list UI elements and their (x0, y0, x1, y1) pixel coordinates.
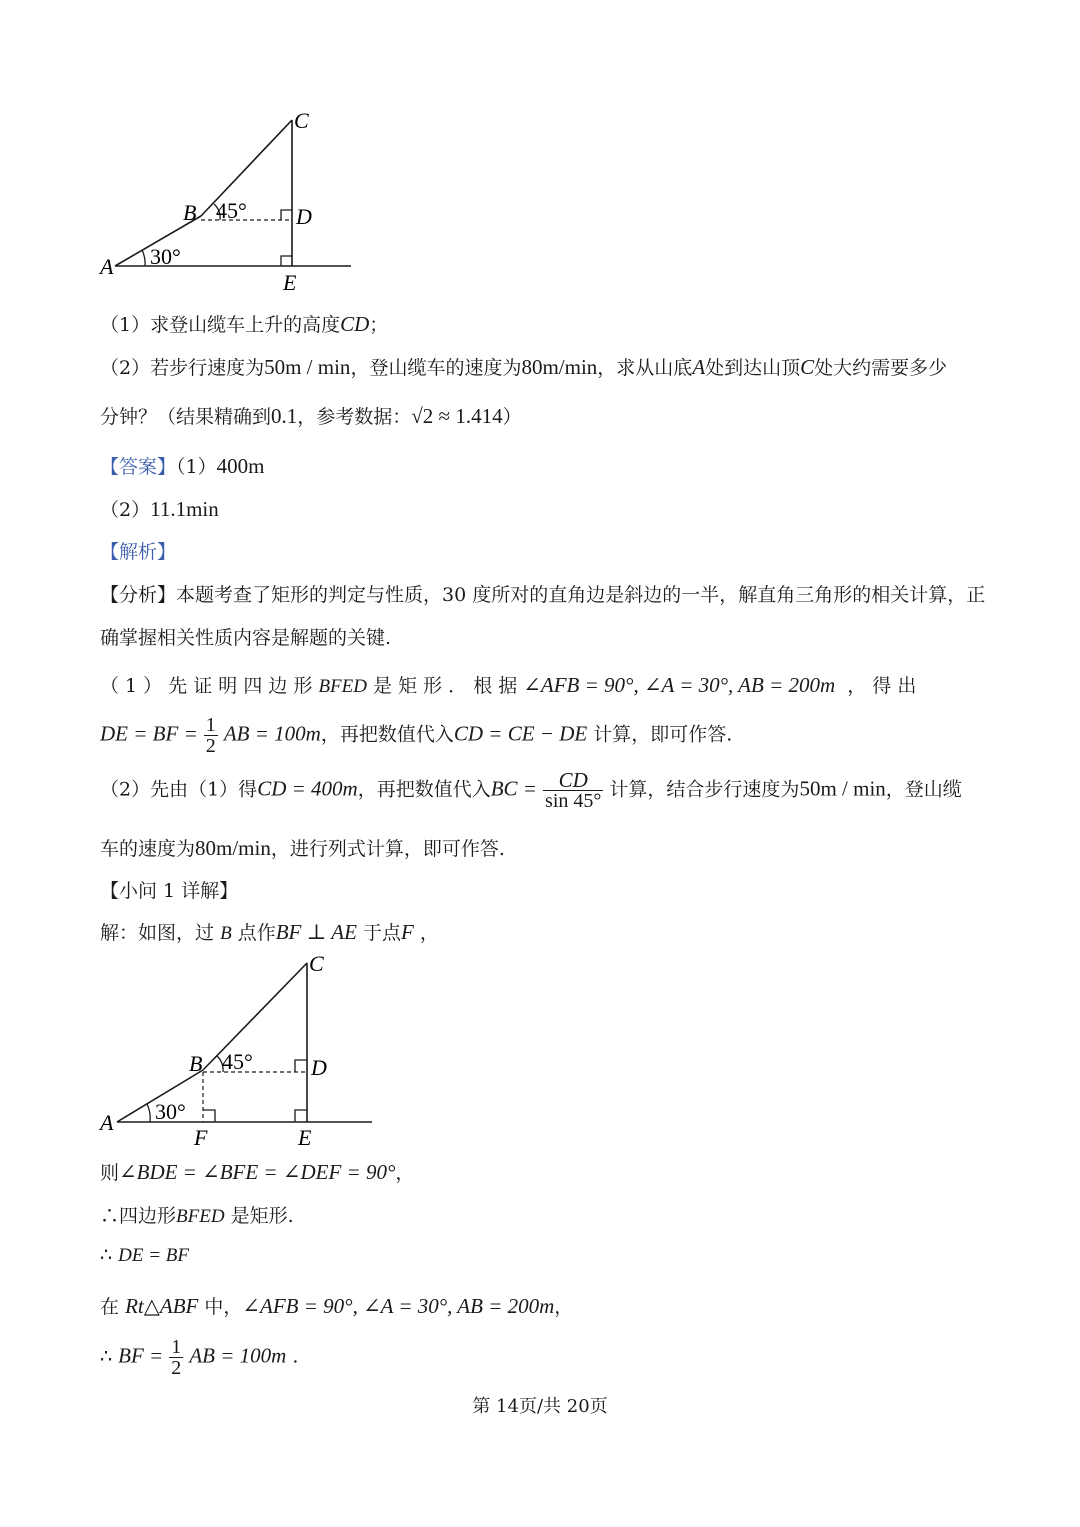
solution-intro: 解：如图，过 B 点作BF ⊥ AE 于点F ， (100, 920, 439, 944)
page-footer: 第 14页/共 20页 (472, 1396, 608, 1417)
figure-1 (95, 100, 365, 295)
step-3: ∴ DE = BF (100, 1244, 190, 1266)
step-2: ∴四边形BFED 是矩形. (100, 1205, 294, 1227)
label-B-2: B (189, 1051, 203, 1076)
angle-30: 30° (150, 244, 181, 269)
analysis-tag: 【解析】 (100, 541, 177, 563)
step-4: 在 Rt△ABF 中，∠AFB = 90°, ∠A = 30°, AB = 200m， (100, 1294, 574, 1318)
answer-2: （2）11.1min (100, 497, 219, 521)
angle-45-2: 45° (222, 1049, 253, 1074)
fraction-half-2: $\frac{1}{2}$ (171, 1336, 182, 1379)
fenxi-line-1: 【分析】本题考查了矩形的判定与性质，30 度所对的直角边是斜边的一半，解直角三角形的相关计算，正 (100, 584, 986, 606)
fenxi-line-2: 确掌握相关性质内容是解题的关键. (100, 627, 392, 649)
label-B: B (183, 200, 197, 225)
sub-question-1: 【小问 1 详解】 (100, 880, 239, 902)
label-F-2: F (194, 1125, 208, 1150)
p2-line-2: 车的速度为80m/min，进行列式计算，即可作答. (100, 836, 505, 860)
fraction-bc: $\frac{CD}{\sin 45^\circ}$ (545, 768, 602, 812)
p1-line-2: DE = BF = $\frac{1}{2}$ AB = 100m，再把数值代入CD = CE − DE 计算，即可作答. (100, 714, 733, 757)
question-2-cont: 分钟？（结果精确到0.1，参考数据：√2 ≈ 1.414） (100, 404, 522, 428)
step-1: 则∠BDE = ∠BFE = ∠DEF = 90°， (100, 1160, 415, 1184)
label-C-2: C (309, 951, 324, 976)
p2-line-1: （2）先由（1）得CD = 400m，再把数值代入BC = $\frac{CD}{\sin 45^\circ}$ 计算，结合步行速度为50m / min，登山缆 (100, 768, 962, 812)
fraction-half: $\frac{1}{2}$ (205, 714, 216, 757)
angle-45: 45° (216, 198, 247, 223)
question-2: （2）若步行速度为50m / min，登山缆车的速度为80m/min，求从山底A处到达山顶C处大约需要多少 (100, 355, 948, 379)
label-A: A (100, 254, 114, 279)
angle-30-2: 30° (155, 1099, 186, 1124)
label-A-2: A (100, 1110, 114, 1135)
label-D: D (296, 204, 312, 229)
question-1: （1）求登山缆车上升的高度CD； (100, 312, 389, 336)
label-E: E (283, 270, 297, 295)
label-E-2: E (298, 1125, 312, 1150)
answer-1: 【答案】（1）400m (100, 454, 265, 478)
p1-line-1: （ 1 ） 先 证 明 四 边 形 BFED 是 矩 形 ． 根 据 ∠AFB = 90°, ∠A = 30°, AB = 200m ， 得 出 (100, 673, 917, 697)
figure-2 (95, 945, 385, 1150)
step-5: ∴ BF = $\frac{1}{2}$ AB = 100m . (100, 1336, 299, 1379)
label-D-2: D (311, 1055, 327, 1080)
label-C: C (294, 108, 309, 133)
